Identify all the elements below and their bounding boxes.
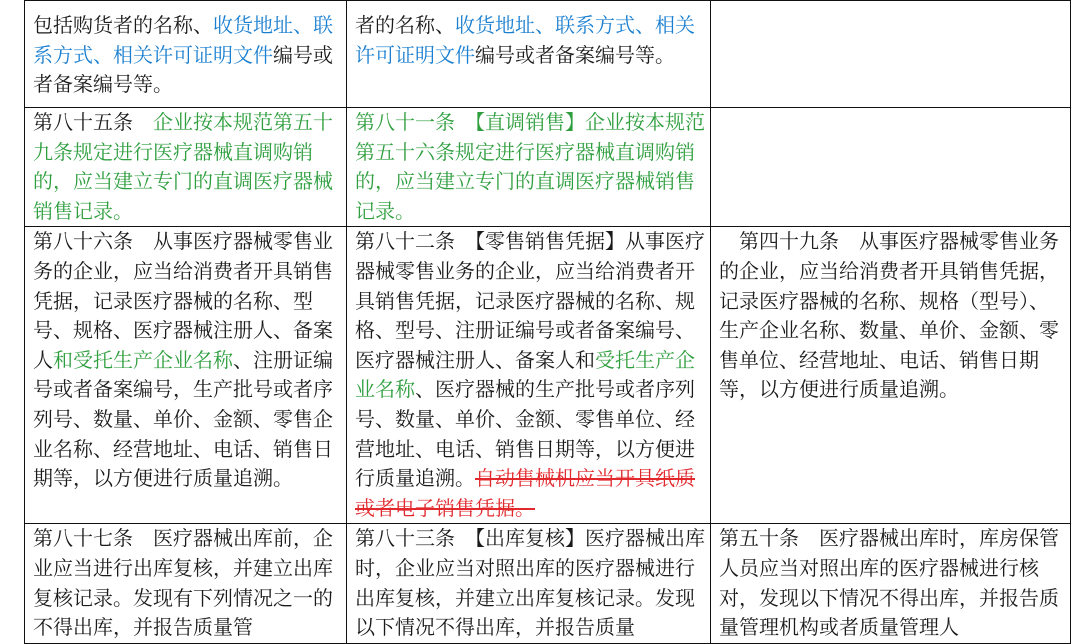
table-cell: [347, 524, 711, 643]
table-cell: [25, 1, 347, 108]
table-cell: [347, 227, 711, 524]
text-segment: 第八十六条 从事医疗器械零售业务的企业，应当给消费者开具销售凭据，记录医疗器械的名称、型号、规格、医疗器械注册人、备案人: [33, 229, 333, 372]
table-cell: [711, 227, 1071, 524]
table-cell: [347, 1, 711, 108]
text-segment: 第八十七条 医疗器械出库前，企业应当进行出库复核，并建立出库复核记录。发现有下列情况之一的不得出库，并报告质量管: [33, 526, 333, 640]
text-segment: 第八十二条 【零售销售凭据】从事医疗器械零售业务的企业，应当给消费者开具销售凭据，记录医疗器械的名称、规格、型号、注册证编号或者备案编号、医疗器械注册人、备案人和: [355, 229, 705, 372]
text-segment: 第五十条 医疗器械出库时，库房保管人员应当对照出库的医疗器械进行核对，发现以下情况不得出库，并报告质量管理机构或者质量管理人: [719, 526, 1059, 640]
table-cell: [347, 108, 711, 227]
table-cell: [25, 227, 347, 524]
table-cell: [711, 524, 1071, 643]
table-row: [25, 108, 1071, 227]
text-segment-added: 企业按本规范第五十九条规定进行医疗器械直调购销的，应当建立专门的直调医疗器械销售记录。: [33, 110, 333, 223]
text-segment: 编号或者备案编号等。: [33, 42, 333, 97]
text-segment-added: 受托生产企业名称: [355, 347, 695, 402]
text-segment: 包括购货者的名称、: [33, 13, 213, 37]
text-segment-highlighted: 收货地址、联系方式、相关许可证明文件: [33, 13, 333, 67]
text-segment-deleted: 自动售械机应当开具纸质或者电子销售凭据。: [355, 466, 695, 520]
text-segment: 、注册证编号或者备案编号，生产批号或者序列号、数量、单价、金额、零售企业名称、经营地址、电话、销售日期等，以方便进行质量追溯。: [33, 347, 333, 491]
text-segment: 第四十九条 从事医疗器械零售业务的企业，应当给消费者开具销售凭据，记录医疗器械的名称、规格（型号）、生产企业名称、数量、单价、金额、零售单位、经营地址、电话、销售日期等，以方便进行质量追溯。: [719, 229, 1059, 402]
text-segment-added: 和受托生产企业名称: [53, 347, 233, 372]
text-segment: 第八十三条 【出库复核】医疗器械出库时，企业应当对照出库的医疗器械进行出库复核，并建立出库复核记录。发现以下情况不得出库，并报告质量: [355, 526, 705, 640]
table-row: [25, 524, 1071, 643]
table-cell-empty: [711, 108, 1071, 227]
text-segment: 编号或者备案编号等。: [475, 42, 675, 67]
regulation-comparison-table: [24, 0, 1071, 644]
table-row: [25, 1, 1071, 108]
text-segment-added: 第八十一条 【直调销售】企业按本规范第五十六条规定进行医疗器械直调购销的，应当建立专门的直调医疗器械销售记录。: [355, 110, 705, 223]
table-row: [25, 227, 1071, 524]
text-segment: 者的名称、: [355, 13, 455, 37]
table-cell-empty: [711, 1, 1071, 108]
text-segment: 第八十五条: [33, 110, 153, 134]
table-cell: [25, 524, 347, 643]
text-segment: 、医疗器械的生产批号或者序列号、数量、单价、金额、零售单位、经营地址、电话、销售日期等，以方便进行质量追溯。: [355, 377, 695, 491]
table-cell: [25, 108, 347, 227]
text-segment-highlighted: 收货地址、联系方式、相关许可证明文件: [355, 13, 695, 67]
